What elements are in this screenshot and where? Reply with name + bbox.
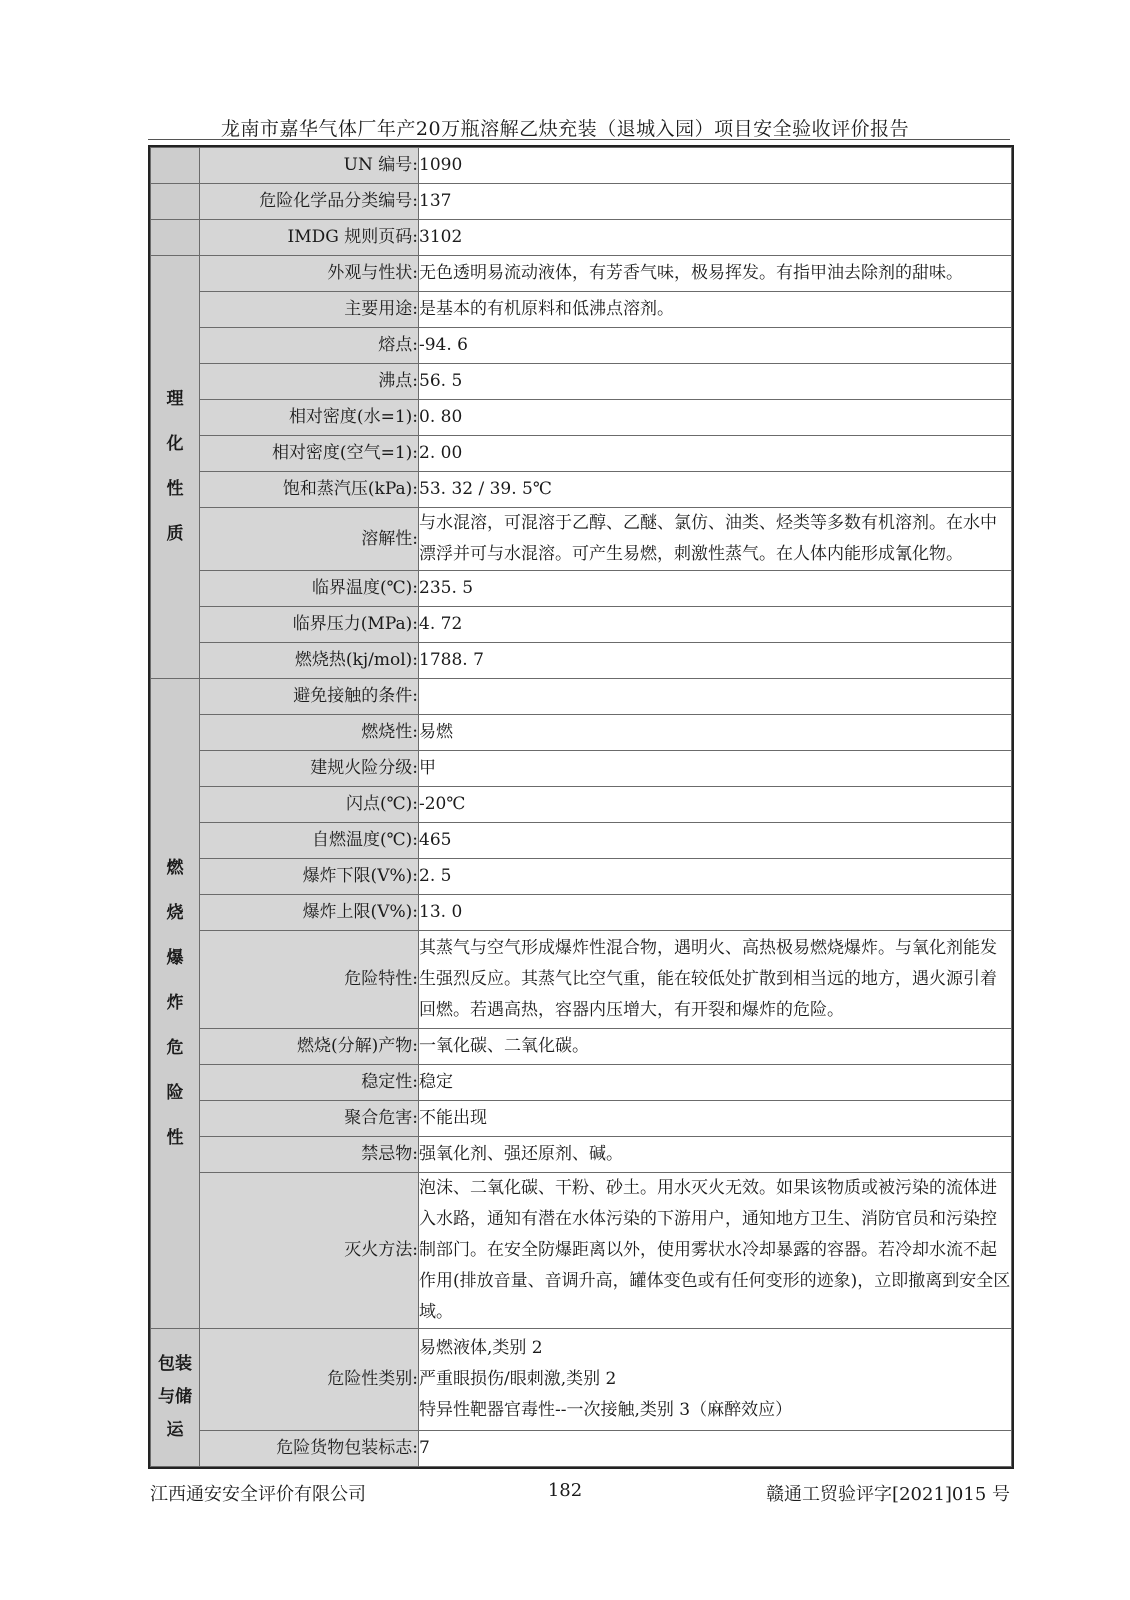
footer-company: 江西通安安全评价有限公司 — [150, 1484, 366, 1505]
category-label-physchem — [151, 256, 200, 679]
table-row — [151, 220, 1012, 256]
chemical-property-sheet — [148, 145, 1014, 1469]
category-char: 质 — [166, 524, 184, 544]
category-char: 燃 — [166, 858, 184, 878]
page-header-title: 龙南市嘉华气体厂年产20万瓶溶解乙炔充装（退城入园）项目安全验收评价报告 — [220, 118, 910, 140]
field-value: 0. 80 — [419, 400, 1012, 436]
category-char: 运 — [166, 1420, 184, 1440]
field-label: 主要用途: — [200, 292, 419, 328]
field-value: 1788. 7 — [419, 643, 1012, 679]
field-value — [419, 679, 1012, 715]
field-label: 相对密度(水=1): — [200, 400, 419, 436]
category-char: 危 — [166, 1038, 184, 1058]
field-value: 2. 5 — [419, 859, 1012, 895]
table-row — [151, 787, 1012, 823]
field-label: 爆炸下限(V%): — [200, 859, 419, 895]
field-label: 自燃温度(℃): — [200, 823, 419, 859]
footer-page-number: 182 — [547, 1480, 583, 1501]
field-label: 饱和蒸汽压(kPa): — [200, 472, 419, 508]
field-label: 燃烧热(kj/mol): — [200, 643, 419, 679]
field-value: 泡沫、二氧化碳、干粉、砂土。用水灭火无效。如果该物质或被污染的流体进入水路，通知有潜在水体污染的下游用户，通知地方卫生、消防官员和污染控制部门。在安全防爆距离以外，使用雾状水冷却暴露的容器。若冷却水流不起作用(排放音量、音调升高，罐体变色或有任何变形的迹象)，立即撤离到安全区域。 — [419, 1173, 1012, 1329]
property-table — [150, 147, 1012, 1467]
category-char: 烧 — [166, 903, 184, 923]
field-label: 危险特性: — [200, 931, 419, 1029]
field-label: 聚合危害: — [200, 1101, 419, 1137]
table-row — [151, 328, 1012, 364]
table-row — [151, 607, 1012, 643]
field-label: 闪点(℃): — [200, 787, 419, 823]
header-rule — [148, 139, 1010, 140]
table-row — [151, 823, 1012, 859]
table-row — [151, 1065, 1012, 1101]
category-cell-blank — [151, 148, 200, 184]
category-label-fire — [151, 679, 200, 1329]
table-row — [151, 1101, 1012, 1137]
table-row — [151, 571, 1012, 607]
field-value: 强氧化剂、强还原剂、碱。 — [419, 1137, 1012, 1173]
category-char: 炸 — [166, 993, 184, 1013]
table-row — [151, 256, 1012, 292]
category-char: 包装 — [158, 1354, 192, 1374]
field-label: 灭火方法: — [200, 1173, 419, 1329]
field-value: -94. 6 — [419, 328, 1012, 364]
table-row — [151, 859, 1012, 895]
field-value: 235. 5 — [419, 571, 1012, 607]
table-row — [151, 472, 1012, 508]
field-label: 稳定性: — [200, 1065, 419, 1101]
table-row — [151, 643, 1012, 679]
field-label: UN 编号: — [200, 148, 419, 184]
field-value: 其蒸气与空气形成爆炸性混合物，遇明火、高热极易燃烧爆炸。与氧化剂能发生强烈反应。其蒸气比空气重，能在较低处扩散到相当远的地方，遇火源引着回燃。若遇高热，容器内压增大，有开裂和爆炸的危险。 — [419, 931, 1012, 1029]
table-row — [151, 148, 1012, 184]
category-char: 理 — [166, 389, 184, 409]
table-row — [151, 292, 1012, 328]
field-label: 熔点: — [200, 328, 419, 364]
field-label: 外观与性状: — [200, 256, 419, 292]
footer-doc-number: 赣通工贸验评字[2021]015 号 — [766, 1484, 1010, 1505]
field-label: 相对密度(空气=1): — [200, 436, 419, 472]
table-row — [151, 1329, 1012, 1431]
table-row — [151, 751, 1012, 787]
field-value: 53. 32 / 39. 5℃ — [419, 472, 1012, 508]
category-char: 性 — [166, 479, 184, 499]
category-label-packaging — [151, 1329, 200, 1467]
hazard-class-item: 特异性靶器官毒性--一次接触,类别 3（麻醉效应） — [419, 1400, 793, 1420]
field-label: 避免接触的条件: — [200, 679, 419, 715]
table-row — [151, 1029, 1012, 1065]
field-label: 燃烧(分解)产物: — [200, 1029, 419, 1065]
field-value: 137 — [419, 184, 1012, 220]
category-char: 爆 — [166, 948, 184, 968]
field-label: 禁忌物: — [200, 1137, 419, 1173]
field-label: 危险化学品分类编号: — [200, 184, 419, 220]
field-label: 沸点: — [200, 364, 419, 400]
field-label: 燃烧性: — [200, 715, 419, 751]
category-char: 与储 — [158, 1387, 192, 1407]
table-row — [151, 679, 1012, 715]
field-value: 稳定 — [419, 1065, 1012, 1101]
field-label: 临界压力(MPa): — [200, 607, 419, 643]
hazard-class-item: 严重眼损伤/眼刺激,类别 2 — [419, 1369, 617, 1389]
field-label: 临界温度(℃): — [200, 571, 419, 607]
table-row — [151, 715, 1012, 751]
hazard-class-item: 易燃液体,类别 2 — [419, 1338, 543, 1358]
table-row — [151, 184, 1012, 220]
field-value: 无色透明易流动液体，有芳香气味，极易挥发。有指甲油去除剂的甜味。 — [419, 256, 1012, 292]
table-row — [151, 1137, 1012, 1173]
field-value: 是基本的有机原料和低沸点溶剂。 — [419, 292, 1012, 328]
table-row — [151, 931, 1012, 1029]
field-label: 危险货物包装标志: — [200, 1431, 419, 1467]
table-row — [151, 1173, 1012, 1329]
field-value: 1090 — [419, 148, 1012, 184]
field-value: 3102 — [419, 220, 1012, 256]
hazard-class-list — [419, 1329, 1012, 1431]
category-char: 性 — [166, 1128, 184, 1148]
field-value: 7 — [419, 1431, 1012, 1467]
field-value: 465 — [419, 823, 1012, 859]
field-label: 溶解性: — [200, 508, 419, 571]
category-cell-blank — [151, 220, 200, 256]
field-label: IMDG 规则页码: — [200, 220, 419, 256]
table-row — [151, 1431, 1012, 1467]
field-value: 2. 00 — [419, 436, 1012, 472]
field-value: 一氧化碳、二氧化碳。 — [419, 1029, 1012, 1065]
table-row — [151, 508, 1012, 571]
field-value: 易燃 — [419, 715, 1012, 751]
field-value: 不能出现 — [419, 1101, 1012, 1137]
table-row — [151, 895, 1012, 931]
field-value: 56. 5 — [419, 364, 1012, 400]
category-char: 化 — [166, 434, 184, 454]
field-value: 4. 72 — [419, 607, 1012, 643]
field-value: -20℃ — [419, 787, 1012, 823]
field-label: 危险性类别: — [200, 1329, 419, 1431]
field-value: 甲 — [419, 751, 1012, 787]
field-value: 与水混溶，可混溶于乙醇、乙醚、氯仿、油类、烃类等多数有机溶剂。在水中漂浮并可与水混溶。可产生易燃，刺激性蒸气。在人体内能形成氰化物。 — [419, 508, 1012, 571]
table-row — [151, 364, 1012, 400]
field-value: 13. 0 — [419, 895, 1012, 931]
table-row — [151, 436, 1012, 472]
field-label: 建规火险分级: — [200, 751, 419, 787]
category-char: 险 — [166, 1083, 184, 1103]
category-cell-blank — [151, 184, 200, 220]
table-row — [151, 400, 1012, 436]
field-label: 爆炸上限(V%): — [200, 895, 419, 931]
